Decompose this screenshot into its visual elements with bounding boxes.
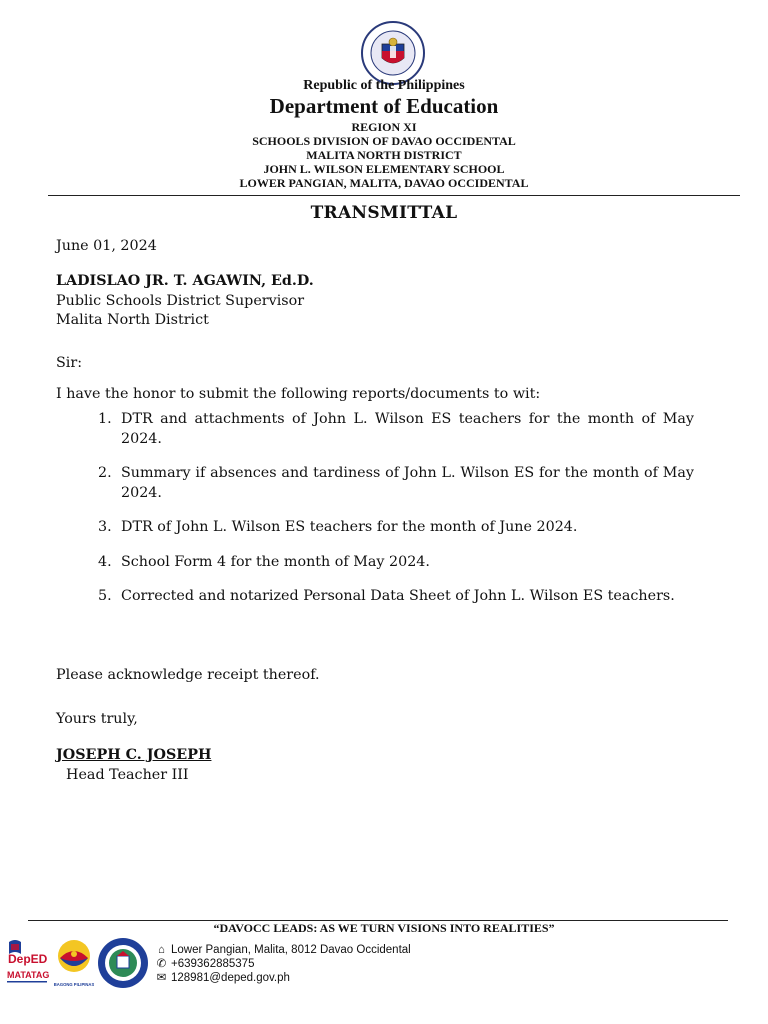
list-item-text: Summary if absences and tardiness of John L. Wilson ES for the month of May 2024. (121, 465, 694, 501)
recipient-name: LADISLAO JR. T. AGAWIN, Ed.D. (56, 273, 314, 289)
republic-line: Republic of the Philippines (303, 78, 465, 93)
intro-paragraph: I have the honor to submit the following reports/documents to wit: (56, 386, 541, 402)
school-name: JOHN L. WILSON ELEMENTARY SCHOOL (263, 162, 505, 176)
deped-matatag-logo (6, 936, 50, 988)
list-item-text: DTR and attachments of John L. Wilson ES teachers for the month of May 2024. (121, 411, 694, 447)
office-lines (0, 120, 768, 190)
list-item (56, 553, 694, 573)
email-row (154, 970, 411, 984)
footer-contacts (154, 944, 411, 984)
letter-date: June 01, 2024 (56, 238, 157, 254)
email-icon: ✉ (156, 972, 167, 984)
list-number: 1. (98, 411, 112, 427)
signatory-title: Head Teacher III (66, 767, 189, 783)
footer-email: 128981@deped.gov.ph (171, 972, 290, 984)
list-number: 3. (98, 519, 112, 535)
list-number: 4. (98, 553, 112, 570)
school-seal-icon (94, 936, 152, 990)
list-item (56, 587, 694, 607)
document-title: TRANSMITTAL (310, 203, 458, 223)
phone-row (154, 956, 411, 970)
deped-text: DepED (8, 952, 48, 966)
matatag-text: MATATAG (7, 970, 50, 980)
footer-phone: +639362885375 (171, 958, 255, 970)
phone-icon: ✆ (156, 958, 167, 970)
list-item-text: DTR of John L. Wilson ES teachers for the month of June 2024. (121, 519, 578, 535)
footer-motto: “DAVOCC LEADS: AS WE TURN VISIONS INTO REALITIES” (213, 921, 555, 935)
signatory-name: JOSEPH C. JOSEPH (56, 747, 212, 763)
home-icon: ⌂ (158, 944, 165, 956)
document-list (56, 410, 694, 622)
address-row (154, 944, 411, 956)
recipient-office: Malita North District (56, 312, 209, 328)
footer-address: Lower Pangian, Malita, 8012 Davao Occidental (171, 944, 411, 956)
department-name: Department of Education (269, 94, 499, 118)
list-item-text: School Form 4 for the month of May 2024. (121, 553, 430, 570)
recipient-position: Public Schools District Supervisor (56, 292, 305, 309)
recipient-block (56, 272, 314, 331)
school-address: LOWER PANGIAN, MALITA, DAVAO OCCIDENTAL (239, 176, 529, 190)
division: SCHOOLS DIVISION OF DAVAO OCCIDENTAL (252, 134, 516, 148)
acknowledge-request: Please acknowledge receipt thereof. (56, 667, 320, 683)
list-item-text: Corrected and notarized Personal Data Sheet of John L. Wilson ES teachers. (121, 588, 675, 604)
region: REGION XI (351, 120, 417, 134)
bagong-pilipinas-logo (54, 934, 94, 990)
list-item (56, 518, 694, 538)
list-item (56, 410, 694, 449)
salutation: Sir: (56, 355, 83, 371)
closing: Yours truly, (56, 711, 138, 727)
deped-seal-icon (360, 20, 426, 86)
list-number: 5. (98, 588, 112, 604)
district: MALITA NORTH DISTRICT (306, 148, 462, 162)
list-number: 2. (98, 465, 112, 481)
list-item (56, 464, 694, 503)
bagong-pilipinas-text: BAGONG PILIPINAS (54, 982, 94, 987)
header-divider (48, 195, 740, 196)
